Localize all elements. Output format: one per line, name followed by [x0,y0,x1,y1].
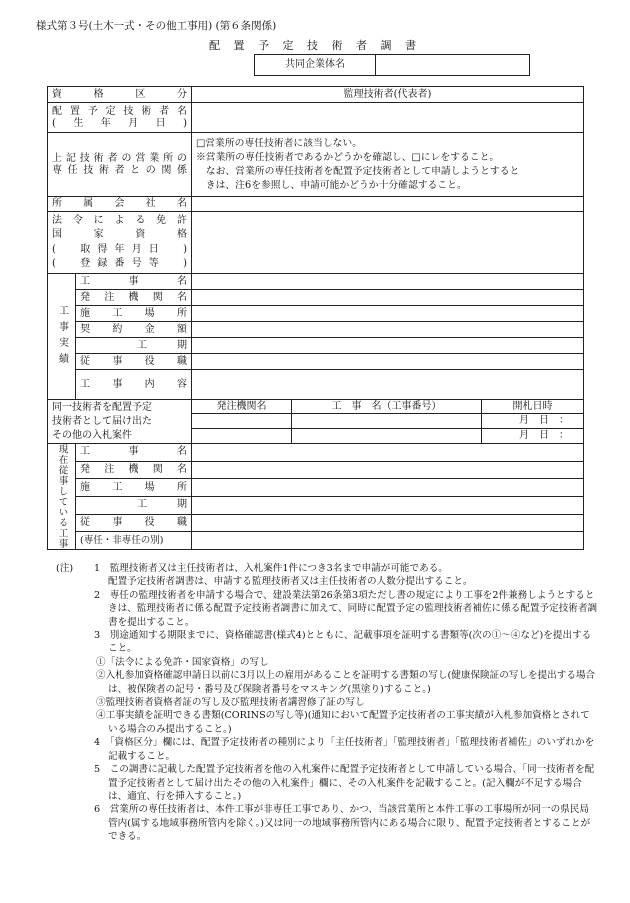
table-row [48,212,584,274]
table-row [48,197,584,212]
table-row [48,87,584,103]
birthdate-label: ( 生 年 月 日 ) [52,117,187,129]
other-bids-label: その他の入札案件 [52,429,132,441]
cur-label: 施 工 場 所 [76,479,192,497]
company-label: 所 属 会 社 名 [48,197,192,212]
relation-note: なお、営業所の専任技術者を配置予定技術者として申請しようとすると [196,165,520,177]
exp-field[interactable] [192,306,584,322]
table-row [48,461,584,479]
name-field[interactable] [192,103,584,133]
cur-field[interactable] [192,479,584,497]
exp-label: 工 期 [76,338,192,354]
jv-name-label: 共同企業体名 [255,55,376,76]
cur-label: (専任・非専任の別) [76,532,192,550]
note-3-3: ③監理技術者資格者証の写し及び監理技術者講習修了証の写し [96,697,365,709]
exp-field[interactable] [192,274,584,290]
other-agency-field[interactable] [192,414,292,429]
exp-field[interactable] [192,290,584,306]
exp-label: 発 注 機 関 名 [76,290,192,306]
cur-label: 発 注 機 関 名 [76,461,192,479]
other-date-field[interactable]: 月 日 ： [482,414,584,429]
acquired-date-label: ( 取得年月日 ) [52,243,187,255]
category-label: 資 格 区 分 [48,87,192,103]
table-row [48,479,584,497]
not-applicable-checkbox[interactable]: □営業所の専任技術者に該当しない。 [196,137,363,149]
cur-field[interactable] [192,461,584,479]
company-field[interactable] [192,197,584,212]
table-row [48,514,584,532]
form-number: 様式第３号(土木一式・その他工事用) (第６条関係) [36,20,277,32]
cur-label: 工 事 名 [76,444,192,462]
cur-label: 従 事 役 職 [76,514,192,532]
cur-field[interactable] [192,444,584,462]
table-row [48,444,584,462]
note-2: 2 専任の監理技術者を申請する場合で、建設業法第26条第3項ただし書の規定により工事を2件兼務しようとするときは、監理技術者に係る配置予定技術者調書に加えて、同時に配置予定の監理技術者補佐に係る配置予定技術者調書を提出すること。 [94,589,598,628]
engineer-table [47,86,584,550]
license-label: 法令による免許 [52,214,187,226]
other-bids-label: 技術者として届け出た [52,415,152,427]
table-row [48,322,584,338]
other-bids-label: 同一技術者を配置予定 [52,401,152,413]
exp-field[interactable] [192,338,584,354]
note-3: 3 別途通知する期限までに、資格確認書(様式4)とともに、記載事項を証明する書類等(次の①～④など)を提出すること。 [94,630,592,655]
table-row [48,133,584,197]
experience-group-label: 工事実績 [48,274,76,400]
cur-field[interactable] [192,514,584,532]
table-row [48,338,584,354]
note-4: 4 「資格区分」欄には、配置予定技術者の種別により「主任技術者」「監理技術者」「監理技術者補佐」のいずれかを記載すること。 [94,737,595,762]
table-row [48,496,584,514]
relation-label: 上記技術者の営業所の [52,152,187,164]
exp-field[interactable] [192,370,584,400]
category-value[interactable]: 監理技術者(代表者) [192,87,584,103]
note-6: 6 営業所の専任技術者は、本件工事が非専任工事であり、かつ、当該営業所と本件工事の工事場所が同一の県民局管内(属する地域事務所管内を除く。)又は同一の地域事務所管内にある場合に限り、配置予定技術者とすることができる。 [94,804,591,843]
note-5: 5 この調書に記載した配置予定技術者を他の入札案件に配置予定技術者として申請している場合、「同一技術者を配置予定技術者として届け出たその他の入札案件」欄に、その入札案件を記載すること。(記入欄が不足する場合は、適宜、行を挿入すること。) [94,764,595,802]
other-agency-field[interactable] [192,429,292,444]
exp-label: 契 約 金 額 [76,322,192,338]
page-title: 配 置 予 定 技 術 者 調 書 [209,39,421,52]
exp-field[interactable] [192,322,584,338]
table-row [48,274,584,290]
other-date-header: 開札日時 [482,400,584,414]
cur-field[interactable] [192,496,584,514]
note-3-1: ①「法令による免許・国家資格」の写し [96,656,269,668]
relation-note: きは、注6を参照し、申請可能かどうか十分確認すること。 [196,179,467,191]
note-3-2: ②入札参加資格確認申請日以前に3月以上の雇用があることを証明する書類の写し(健康保険証の写しを提出する場合は、被保険者の記号・番号及び保険者番号をマスキング(黒塗り)すること。) [96,670,596,695]
relation-label-2: 専任技術者との関係 [52,164,187,176]
name-label: 配置予定技術者名 [52,105,187,117]
notes-section [58,562,598,844]
table-row [48,103,584,133]
note-1: 1 監理技術者又は主任技術者は、入札案件1件につき3名まで申請が可能である。 [94,563,448,574]
other-work-header: 工 事 名（工事番号） [292,400,482,414]
table-row [48,354,584,370]
other-agency-header: 発注機関名 [192,400,292,414]
exp-label: 施 工 場 所 [76,306,192,322]
relation-note: ※営業所の専任技術者であるかどうかを確認し、□にレをすること。 [196,151,500,163]
license-field[interactable] [192,212,584,274]
other-date-field[interactable]: 月 日 ： [482,429,584,444]
exp-label: 工 事 内 容 [76,370,192,400]
jv-name-field[interactable] [376,55,530,76]
qualification-label: 国 家 資 格 [52,229,187,240]
exp-label: 従 事 役 職 [76,354,192,370]
other-work-field[interactable] [292,429,482,444]
current-group-label: 現在従事している工事 [48,444,76,550]
exp-label: 工 事 名 [76,274,192,290]
jv-name-table [254,54,530,76]
registration-no-label: ( 登録番号等 ) [52,258,187,269]
table-row [48,532,584,550]
cur-field[interactable] [192,532,584,550]
cur-label: 工 期 [76,496,192,514]
table-row [48,370,584,400]
exp-field[interactable] [192,354,584,370]
note-3-4: ④工事実績を証明できる書類(CORINSの写し等)(通知において配置予定技術者の工事実績が入札参加資格とされている場合のみ提出すること。) [96,710,590,735]
note-1b: 配置予定技術者調書は、申請する監理技術者又は主任技術者の人数分提出すること。 [108,576,473,588]
notes-label: (注) [56,563,74,574]
table-row [48,306,584,322]
table-row [48,400,584,414]
other-work-field[interactable] [292,414,482,429]
table-row [48,290,584,306]
